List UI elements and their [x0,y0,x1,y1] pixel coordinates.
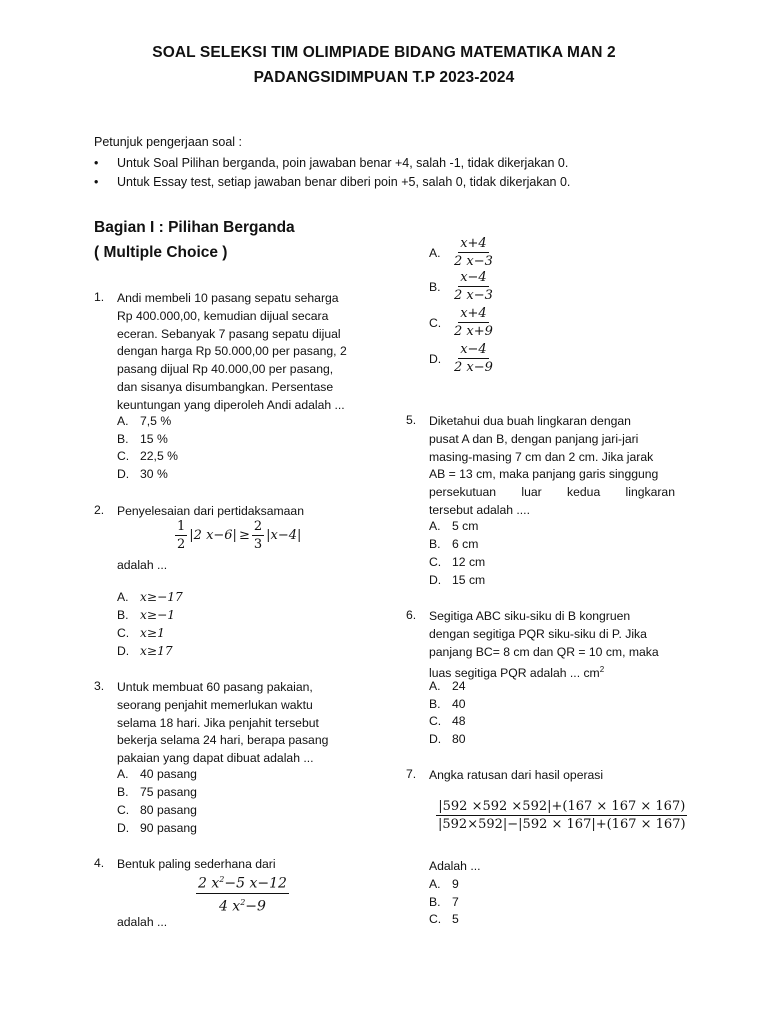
question-6-line: luas segitiga PQR adalah ... $cm^2$ [429,665,605,681]
option-text: 80 pasang [140,803,197,817]
question-3-option-d[interactable] [117,821,197,835]
option-text: x≥−1 [140,608,176,622]
question-1-line: dengan harga Rp 50.000,00 per pasang, 2 [117,344,347,359]
question-6-option-b[interactable] [429,697,466,711]
option-letter: C. [429,714,442,728]
option-text: 40 pasang [140,767,197,781]
question-2-number: 2. [94,503,105,517]
option-text: 5 cm [452,519,479,533]
option-letter: A. [117,414,129,428]
option-text: 5 [452,912,459,926]
option-fraction: $\frac{x-4}{2 x-9}$ [454,342,493,375]
option-text: 7,5 % [140,414,172,428]
question-5-text [429,413,675,520]
question-1-line: Andi membeli 10 pasang sepatu seharga [117,291,339,305]
option-letter: D. [117,644,130,658]
option-letter: A. [429,519,441,533]
option-letter: B. [117,608,129,622]
page-title-line-2: PADANGSIDIMPUAN T.P 2023-2024 [253,69,515,86]
question-4-expression: $\frac{2 x^2-5 x-12}{4 x^2-9}$ [196,872,289,914]
question-1-line: Rp 400.000,00, kemudian dijual secara [117,308,329,323]
question-5-option-b[interactable] [429,537,478,551]
question-3-text [117,679,363,768]
question-3-line: Untuk membuat 60 pasang pakaian, [117,680,313,694]
option-text: 90 pasang [140,821,197,835]
question-5-line: masing-masing 7 cm dan 2 cm. Jika jarak [429,449,654,464]
question-1-line: eceran. Sebanyak 7 pasang sepatu dijual [117,326,341,341]
option-letter: C. [429,315,442,330]
question-1-option-b[interactable] [117,432,168,446]
bullet-icon: • [94,156,99,170]
question-5-option-c[interactable] [429,555,485,569]
question-2-option-c[interactable] [117,626,165,640]
question-3-line: selama 18 hari. Jika penjahit tersebut [117,715,319,730]
option-letter: A. [429,245,441,260]
question-7-expression [436,799,688,832]
question-2-option-a[interactable] [117,590,183,604]
question-5-option-a[interactable] [429,519,478,533]
option-text: 40 [452,697,466,711]
option-text: 22,5 % [140,449,178,463]
option-text: 9 [452,877,459,891]
question-1-option-c[interactable] [117,449,178,463]
option-text: 48 [452,714,466,728]
option-text: 75 pasang [140,785,197,799]
option-text: 80 [452,732,466,746]
option-text: 15 % [140,432,168,446]
option-letter: B. [429,537,441,551]
page-title-line-1: SOAL SELEKSI TIM OLIMPIADE BIDANG MATEMATIKA MAN 2 [152,44,616,61]
question-4-option-d[interactable] [429,342,495,375]
question-6-option-a[interactable] [429,679,466,693]
question-5-line: tersebut adalah .... [429,502,530,517]
option-fraction: $\frac{x+4}{2 x-3}$ [454,236,493,269]
question-4-option-b[interactable] [429,270,495,303]
instructions-label: Petunjuk pengerjaan soal : [94,135,243,149]
question-1-option-a[interactable] [117,414,171,428]
question-3-line: seorang penjahit memerlukan waktu [117,697,313,712]
section-subtitle: ( Multiple Choice ) [94,244,228,261]
option-letter: B. [117,785,129,799]
question-3-line: pakaian yang dapat dibuat adalah ... [117,751,314,766]
question-6-option-d[interactable] [429,732,466,746]
instruction-bullet-2: Untuk Essay test, setiap jawaban benar diberi poin +5, salah 0, tidak dikerjakan 0. [117,175,571,189]
option-letter: D. [429,351,442,366]
question-7-option-c[interactable] [429,912,459,926]
question-3-option-b[interactable] [117,785,197,799]
question-7-after: Adalah ... [429,859,481,873]
bullet-icon: • [94,175,99,189]
question-6-line: Segitiga ABC siku-siku di B kongruen [429,609,631,623]
fraction-1: $\frac{1}{2}$ [177,519,186,552]
question-4-text: Bentuk paling sederhana dari [117,857,276,871]
q7-numerator: |592 ×592 ×592|+(167 × 167 × 167) [438,799,686,814]
option-text: x≥−17 [140,590,183,604]
option-letter: D. [117,467,130,481]
question-1-line: dan sisanya disumbangkan. Persentase [117,379,334,394]
question-7-option-b[interactable] [429,895,459,909]
option-text: x≥1 [140,626,165,640]
option-letter: A. [117,767,129,781]
q7-denominator: |592×592|−|592 × 167|+(167 × 167) [438,817,686,832]
question-7-number: 7. [406,767,417,781]
question-6-text [429,608,675,683]
question-1-option-d[interactable] [117,467,168,481]
option-text: 12 cm [452,555,486,569]
option-letter: C. [117,803,130,817]
option-letter: A. [429,679,441,693]
question-4-option-a[interactable] [429,236,495,269]
question-5-option-d[interactable] [429,573,485,587]
question-4-option-c[interactable] [429,306,495,339]
option-letter: A. [117,590,129,604]
option-letter: D. [429,573,442,587]
question-2-text: Penyelesaian dari pertidaksamaan [117,504,304,518]
question-6-line: dengan segitiga PQR siku-siku di P. Jika [429,626,647,641]
option-fraction: $\frac{x-4}{2 x-3}$ [454,270,493,303]
question-1-text [117,290,363,415]
question-5-line: pusat A dan B, dengan panjang jari-jari [429,431,639,446]
option-letter: C. [429,555,442,569]
question-5-number: 5. [406,413,417,427]
question-7-option-a[interactable] [429,877,459,891]
section-title: Bagian I : Pilihan Berganda [94,219,295,236]
fraction-2: $\frac{2}{3}$ [253,519,263,552]
option-text: 7 [452,895,459,909]
option-letter: D. [429,732,442,746]
option-text: 24 [452,679,466,693]
question-2-option-b[interactable] [117,608,175,622]
option-letter: C. [429,912,442,926]
question-1-number: 1. [94,290,105,304]
option-fraction: $\frac{x+4}{2 x+9}$ [454,306,493,339]
question-6-line: panjang BC= 8 cm dan QR = 10 cm, maka [429,644,659,659]
option-text: 15 cm [452,573,486,587]
question-3-option-c[interactable] [117,803,197,817]
question-4-after: adalah ... [117,915,168,929]
option-letter: D. [117,821,130,835]
question-3-number: 3. [94,679,105,693]
question-6-option-c[interactable] [429,714,466,728]
option-letter: B. [117,432,129,446]
option-letter: C. [117,449,130,463]
question-5-line: persekutuan luar kedua lingkaran [429,485,675,500]
option-text: 30 % [140,467,168,481]
option-letter: A. [429,877,441,891]
question-5-line: AB = 13 cm, maka panjang garis singgung [429,467,659,482]
option-text: x≥17 [140,644,173,658]
question-4-number: 4. [94,856,105,870]
instruction-bullet-1: Untuk Soal Pilihan berganda, poin jawaban benar +4, salah -1, tidak dikerjakan 0. [117,156,569,170]
question-2-after: adalah ... [117,558,168,572]
option-text: 6 cm [452,537,479,551]
option-letter: C. [117,626,130,640]
option-letter: B. [429,279,441,294]
question-1-line: keuntungan yang diperoleh Andi adalah ... [117,397,345,412]
question-1-line: pasang dijual Rp 40.000,00 per pasang, [117,362,334,377]
question-3-option-a[interactable] [117,767,197,781]
option-letter: B. [429,895,441,909]
question-2-option-d[interactable] [117,644,173,658]
option-letter: B. [429,697,441,711]
question-2-equation: $\frac{1}{2}$ |2 x−6| ≥ $\frac{2}{3}$ |x−4| [177,519,302,552]
question-3-line: bekerja selama 24 hari, berapa pasang [117,733,329,748]
question-6-number: 6. [406,608,417,622]
question-5-line: Diketahui dua buah lingkaran dengan [429,414,631,428]
question-7-text: Angka ratusan dari hasil operasi [429,768,604,782]
